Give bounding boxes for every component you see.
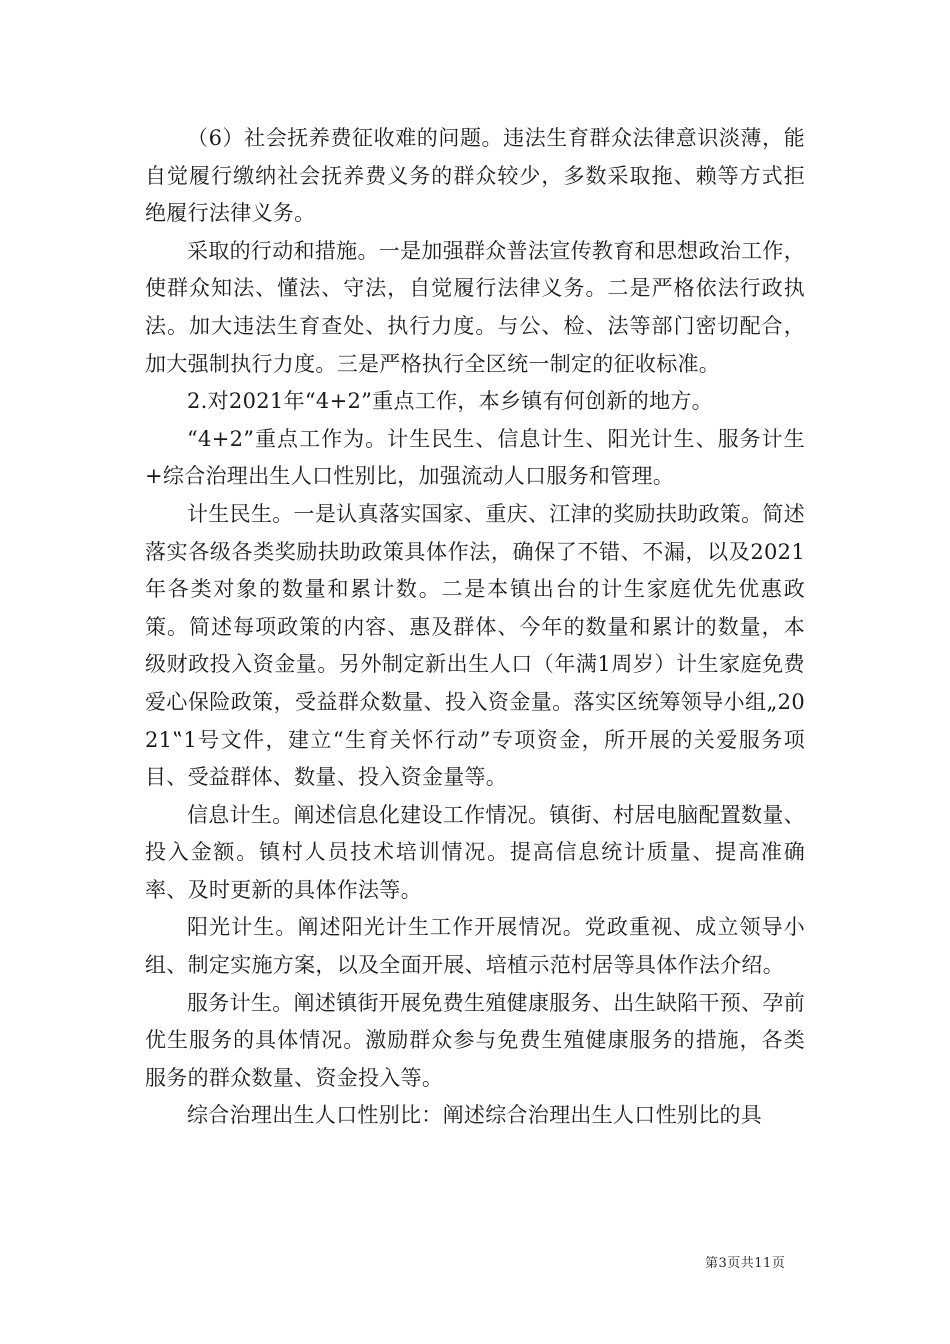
paragraph-livelihood: 计生民生。一是认真落实国家、重庆、江津的奖励扶助政策。简述落实各级各类奖励扶助政策具体作法，确保了不错、不漏，以及2021年各类对象的数量和累计数。二是本镇出台的计生家庭优先优惠政策。简述每项政策的内容、惠及群体、今年的数量和累计的数量，本级财政投入资金量。另外制定新出生人口（年满1周岁）计生家庭免费爱心保险政策，受益群众数量、投入资金量。落实区统筹领导小组„2021‟1号文件，建立“生育关怀行动”专项资金，所开展的关爱服务项目、受益群体、数量、投入资金量等。 (145, 501, 805, 790)
paragraph-actions-measures: 采取的行动和措施。一是加强群众普法宣传教育和思想政治工作，使群众知法、懂法、守法，自觉履行法律义务。二是严格依法行政执法。加大违法生育查处、执行力度。与公、检、法等部门密切配合，加大强制执行力度。三是严格执行全区统一制定的征收标准。 (145, 238, 805, 376)
paragraph-key-work-list: “4+2”重点工作为。计生民生、信息计生、阳光计生、服务计生+综合治理出生人口性别比，加强流动人口服务和管理。 (145, 426, 805, 489)
document-body (145, 120, 805, 1135)
paragraph-information: 信息计生。阐述信息化建设工作情况。镇街、村居电脑配置数量、投入金额。镇村人员技术培训情况。提高信息统计质量、提高准确率、及时更新的具体作法等。 (145, 802, 805, 902)
paragraph-question-innovation: 2.对2021年“4+2”重点工作，本乡镇有何创新的地方。 (187, 389, 713, 414)
paragraph-sex-ratio: 综合治理出生人口性别比：阐述综合治理出生人口性别比的具 (187, 1103, 763, 1128)
paragraph-service: 服务计生。阐述镇街开展免费生殖健康服务、出生缺陷干预、孕前优生服务的具体情况。激励群众参与免费生殖健康服务的措施，各类服务的群众数量、资金投入等。 (145, 990, 805, 1090)
paragraph-sunshine: 阳光计生。阐述阳光计生工作开展情况。党政重视、成立领导小组、制定实施方案，以及全面开展、培植示范村居等具体作法介绍。 (145, 915, 805, 978)
paragraph-social-fee-problem: （6）社会抚养费征收难的问题。违法生育群众法律意识淡薄，能自觉履行缴纳社会抚养费义务的群众较少，多数采取拖、赖等方式拒绝履行法律义务。 (145, 126, 805, 226)
page-number-footer: 第3页共11页 (705, 1256, 786, 1271)
